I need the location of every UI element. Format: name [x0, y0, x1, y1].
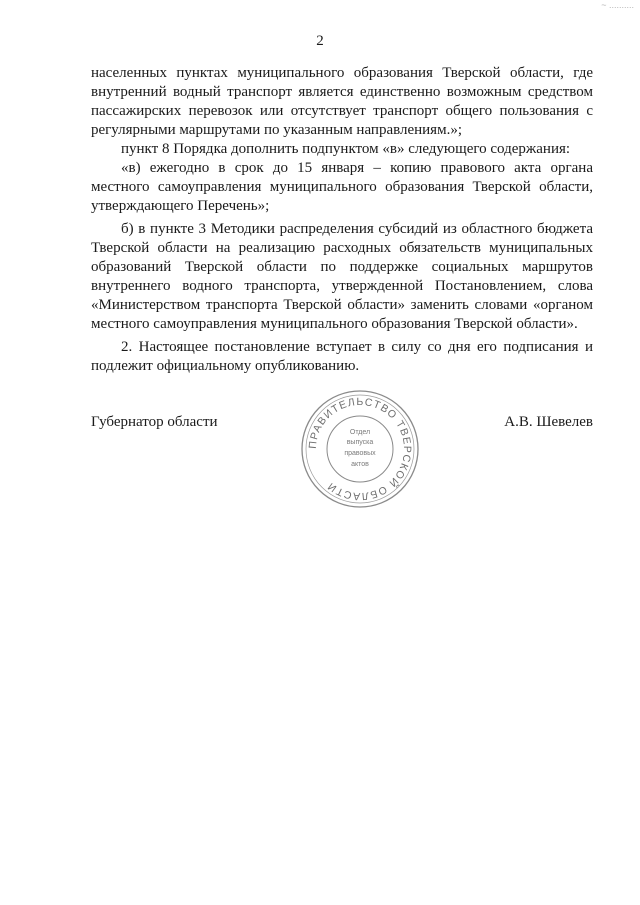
document-body — [91, 64, 593, 376]
seal-inner-line: актов — [351, 461, 369, 468]
corner-mark: ~ .......... — [601, 0, 634, 10]
seal-inner-line: выпуска — [346, 439, 374, 446]
signatory-title: Губернатор области — [91, 414, 218, 430]
seal-inner-line: Отдел — [349, 429, 371, 436]
paragraph-item-8: пункт 8 Порядка дополнить подпунктом «в» следующего содержания: — [121, 141, 571, 157]
paragraph-subitem-v: «в) ежегодно в срок до 15 января – копию правового акта органа местного самоуправления муниципального образования Тверской области, утверждающего Перечень»; — [91, 160, 593, 214]
paragraph-b: б) в пункте 3 Методики распределения субсидий из областного бюджета Тверской области на реализацию расходных обязательств муниципальных образований Тверской области по поддержке социальных маршрутов внутреннего водного транспорта, утвержденной Постановлением, слова «Министерством транспорта Тверской области» заменить словами «органом местного самоуправления муниципального образования Тверской области». — [91, 221, 593, 332]
seal-outer-text: ПРАВИТЕЛЬСТВО ТВЕРСКОЙ ОБЛАСТИ — [306, 395, 414, 503]
paragraph-2: 2. Настоящее постановление вступает в силу со дня его подписания и подлежит официальному опубликованию. — [91, 339, 593, 374]
signatory-name: А.В. Шевелев — [504, 414, 593, 430]
official-seal-stamp — [299, 388, 421, 510]
seal-inner-line: правовых — [344, 450, 376, 457]
paragraph-continuation: населенных пунктах муниципального образования Тверской области, где внутренний водный транспорт является единственно возможным средством пассажирских перевозок или отсутствует транспорт общего пользования с регулярными маршрутами по указанным направлениям.»; — [91, 65, 593, 138]
page-number: 2 — [316, 33, 324, 49]
